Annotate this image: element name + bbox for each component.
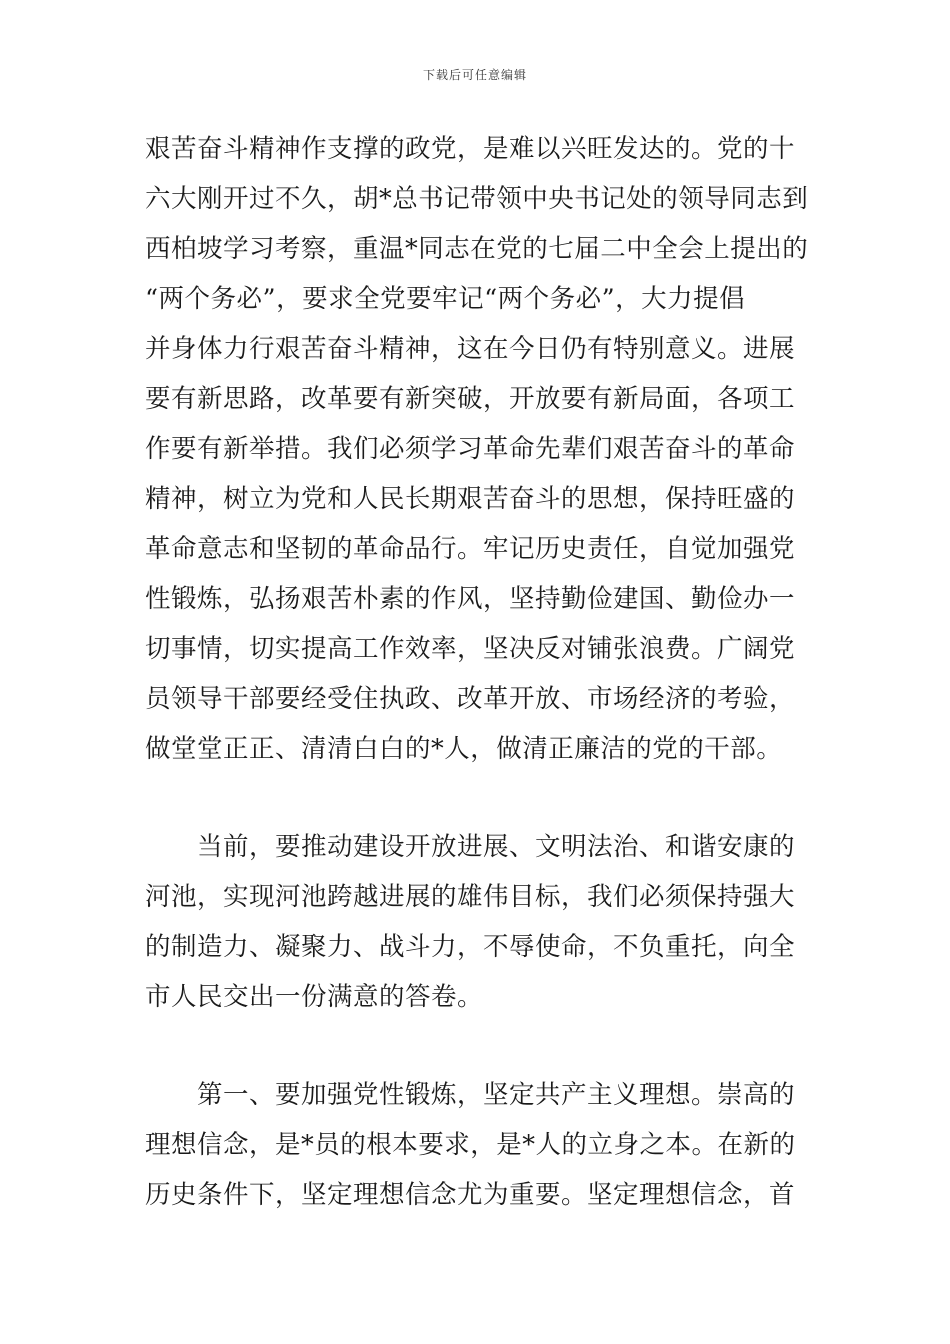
text-line: 艰苦奋斗精神作支撑的政党，是难以兴旺发达的。党的十 (145, 134, 796, 164)
paragraph-3 (145, 1070, 807, 1220)
text-line: 革命意志和坚韧的革命品行。牢记历史责任，自觉加强党 (145, 534, 796, 564)
text-line: 的制造力、凝聚力、战斗力，不辱使命，不负重托，向全 (145, 932, 796, 962)
paragraph-2 (145, 822, 807, 1022)
text-line: 六大刚开过不久，胡*总书记带领中央书记处的领导同志到 (145, 184, 809, 214)
text-line: 河池，实现河池跨越进展的雄伟目标，我们必须保持强大 (145, 882, 796, 912)
text-line: 员领导干部要经受住执政、改革开放、市场经济的考验， (145, 684, 796, 714)
text-line: 理想信念，是*员的根本要求，是*人的立身之本。在新的 (145, 1130, 796, 1160)
text-line: “两个务必”，要求全党要牢记“两个务必”，大力提倡 (145, 284, 746, 314)
page-header-note: 下载后可任意编辑 (422, 68, 527, 82)
paragraph-1 (145, 124, 807, 774)
text-line: 作要有新举措。我们必须学习革命先辈们艰苦奋斗的革命 (145, 434, 796, 464)
text-line: 精神，树立为党和人民长期艰苦奋斗的思想，保持旺盛的 (145, 484, 796, 514)
text-line: 市人民交出一份满意的答卷。 (145, 982, 484, 1012)
text-line: 要有新思路，改革要有新突破，开放要有新局面，各项工 (145, 384, 796, 414)
text-line: 做堂堂正正、清清白白的*人，做清正廉洁的党的干部。 (145, 734, 783, 764)
text-line: 并身体力行艰苦奋斗精神，这在今日仍有特别意义。进展 (145, 334, 796, 364)
text-line: 性锻炼，弘扬艰苦朴素的作风，坚持勤俭建国、勤俭办一 (145, 584, 796, 614)
text-line: 第一、要加强党性锻炼，坚定共产主义理想。崇高的 (145, 1080, 796, 1110)
text-line: 切事情，切实提高工作效率，坚决反对铺张浪费。广阔党 (145, 634, 796, 664)
text-line: 当前，要推动建设开放进展、文明法治、和谐安康的 (145, 832, 796, 862)
text-line: 西柏坡学习考察，重温*同志在党的七届二中全会上提出的 (145, 234, 809, 264)
text-line: 历史条件下，坚定理想信念尤为重要。坚定理想信念，首 (145, 1180, 796, 1210)
